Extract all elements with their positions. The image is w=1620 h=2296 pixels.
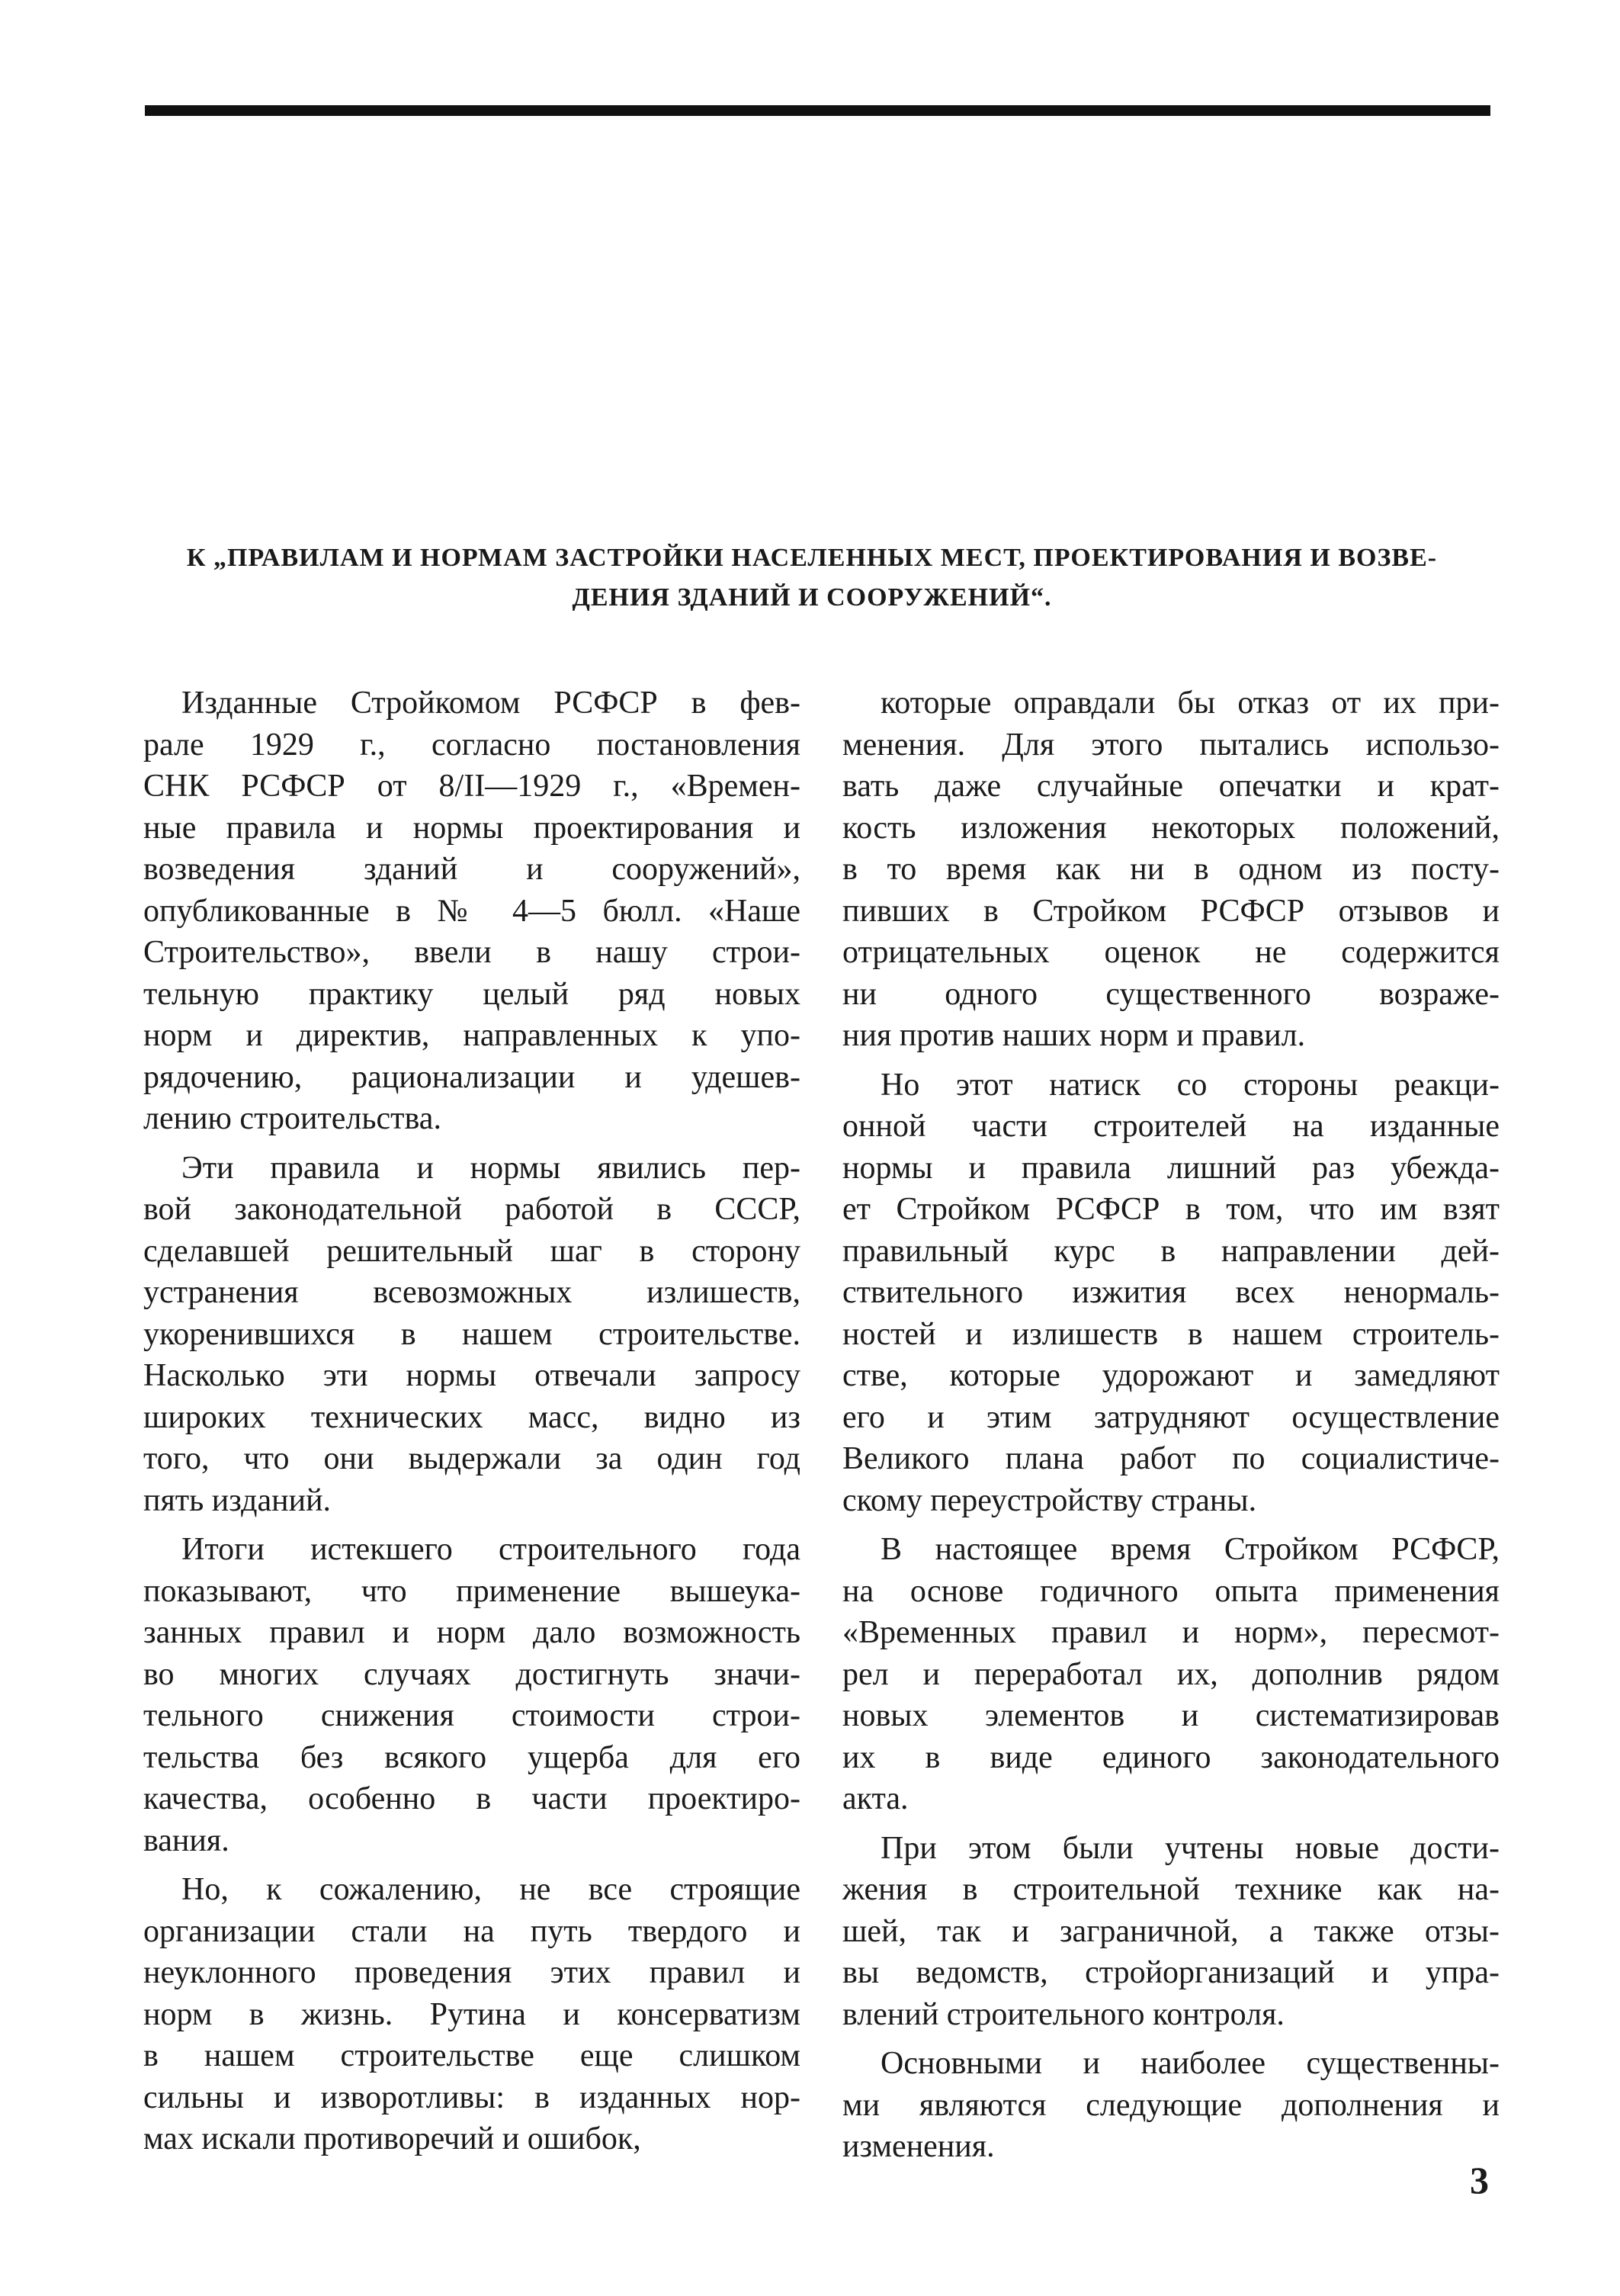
- text-line: его и этим затрудняют осуществление: [842, 1399, 1500, 1435]
- text-line: Итоги истекшего строительного года: [181, 1532, 800, 1567]
- text-line: кость изложения некоторых положений,: [842, 810, 1500, 846]
- text-line: акта.: [842, 1781, 909, 1816]
- text-line: ния против наших норм и правил.: [842, 1018, 1306, 1053]
- paragraph: [143, 1529, 800, 1861]
- paragraph: [143, 1869, 800, 2160]
- text-line: отрицательных оценок не содержится: [842, 935, 1500, 970]
- paragraph: [143, 682, 800, 1140]
- heading-line-1: К „ПРАВИЛАМ И НОРМАМ ЗАСТРОЙКИ НАСЕЛЕННЫХ МЕСТ, ПРОЕКТИРОВАНИЯ И ВОЗВЕ-: [186, 544, 1438, 572]
- text-line: пять изданий.: [143, 1482, 332, 1518]
- text-line: онной части строителей на изданные: [842, 1109, 1500, 1144]
- text-line: рале 1929 г., согласно постановления: [143, 727, 800, 763]
- text-line: вой законодательной работой в СССР,: [143, 1192, 800, 1227]
- text-line: в нашем строительстве еще слишком: [143, 2038, 800, 2073]
- text-line: ни одного существенного возраже-: [842, 976, 1500, 1012]
- text-line: Изданные Стройкомом РСФСР в фев-: [181, 686, 800, 721]
- text-line: Строительство», ввели в нашу строи-: [143, 935, 800, 970]
- section-heading: [122, 538, 1502, 618]
- text-line: вы ведомств, стройорганизаций и упра-: [842, 1955, 1500, 1990]
- paragraph: [842, 1529, 1500, 1820]
- paragraph: [842, 1828, 1500, 2036]
- text-line: вать даже случайные опечатки и крат-: [842, 769, 1500, 804]
- text-line: новых элементов и систематизировав: [842, 1698, 1500, 1733]
- text-line: Эти правила и нормы явились пер-: [181, 1150, 800, 1186]
- text-line: сделавшей решительный шаг в сторону: [143, 1233, 800, 1269]
- text-line: норм и директив, направленных к упо-: [143, 1018, 800, 1053]
- text-line: влений строительного контроля.: [842, 1996, 1285, 2032]
- text-line: В настоящее время Стройком РСФСР,: [881, 1532, 1500, 1567]
- text-line: в то время как ни в одном из посту-: [842, 852, 1500, 887]
- text-line: норм в жизнь. Рутина и консерватизм: [143, 1996, 800, 2032]
- text-line: ствительного изжития всех ненормаль-: [842, 1275, 1500, 1310]
- paragraph: [143, 1148, 800, 1522]
- heading-line-2: ДЕНИЯ ЗДАНИЙ И СООРУЖЕНИЙ“.: [572, 583, 1052, 612]
- paragraph: [842, 2043, 1500, 2168]
- text-line: СНК РСФСР от 8/II—1929 г., «Времен-: [143, 769, 800, 804]
- text-line: занных правил и норм дало возможность: [143, 1615, 800, 1650]
- text-line: скому переустройству страны.: [842, 1482, 1257, 1518]
- text-line: изменения.: [842, 2129, 995, 2164]
- text-line: ми являются следующие дополнения и: [842, 2087, 1500, 2123]
- text-line: на основе годичного опыта применения: [842, 1573, 1500, 1609]
- text-line: жения в строительной технике как на-: [842, 1872, 1500, 1907]
- text-line: рел и переработал их, дополнив рядом: [842, 1656, 1500, 1692]
- page-number: 3: [1470, 2159, 1489, 2201]
- left-column: [143, 682, 800, 2160]
- text-line: Великого плана работ по социалистиче-: [842, 1441, 1500, 1476]
- top-rule: [145, 105, 1490, 116]
- text-line: ет Стройком РСФСР в том, что им взят: [842, 1192, 1500, 1227]
- text-line: ностей и излишеств в нашем строитель-: [842, 1316, 1500, 1352]
- text-line: устранения всевозможных излишеств,: [143, 1275, 800, 1310]
- text-line: шей, так и заграничной, а также отзы-: [842, 1913, 1500, 1949]
- text-line: При этом были учтены новые дости-: [881, 1830, 1500, 1866]
- text-line: сильны и изворотливы: в изданных нор-: [143, 2079, 800, 2115]
- text-line: широких технических масс, видно из: [143, 1399, 800, 1435]
- text-line: мах искали противоречий и ошибок,: [143, 2121, 641, 2156]
- right-column: [842, 682, 1500, 2168]
- text-line: показывают, что применение вышеука-: [143, 1573, 800, 1609]
- text-line: их в виде единого законодательного: [842, 1739, 1500, 1775]
- text-line: стве, которые удорожают и замедляют: [842, 1358, 1500, 1393]
- text-line: качества, особенно в части проектиро-: [143, 1781, 800, 1816]
- text-line: Насколько эти нормы отвечали запросу: [143, 1358, 800, 1393]
- text-line: вания.: [143, 1822, 229, 1858]
- text-line: правильный курс в направлении дей-: [842, 1233, 1500, 1269]
- text-line: пивших в Стройком РСФСР отзывов и: [842, 893, 1500, 929]
- paragraph: [842, 682, 1500, 1057]
- text-line: укоренившихся в нашем строительстве.: [143, 1316, 800, 1352]
- text-line: рядочению, рационализации и удешев-: [143, 1059, 800, 1095]
- text-line: неуклонного проведения этих правил и: [143, 1955, 800, 1990]
- text-line: Но, к сожалению, не все строящие: [181, 1872, 800, 1907]
- paragraph: [842, 1065, 1500, 1522]
- text-line: опубликованные в № 4—5 бюлл. «Наше: [143, 893, 800, 929]
- text-line: тельного снижения стоимости строи-: [143, 1698, 800, 1733]
- text-line: Но этот натиск со стороны реакци-: [881, 1067, 1500, 1103]
- text-line: «Временных правил и норм», пересмот-: [842, 1615, 1500, 1650]
- text-line: тельства без всякого ущерба для его: [143, 1739, 800, 1775]
- text-line: того, что они выдержали за один год: [143, 1441, 800, 1476]
- text-line: нормы и правила лишний раз убежда-: [842, 1150, 1500, 1186]
- text-line: лению строительства.: [143, 1101, 441, 1136]
- text-line: тельную практику целый ряд новых: [143, 976, 800, 1012]
- text-line: Основными и наиболее существенны-: [881, 2046, 1500, 2081]
- text-line: менения. Для этого пытались использо-: [842, 727, 1500, 763]
- text-line: ные правила и нормы проектирования и: [143, 810, 800, 846]
- text-line: во многих случаях достигнуть значи-: [143, 1656, 800, 1692]
- text-line: организации стали на путь твердого и: [143, 1913, 800, 1949]
- text-line: которые оправдали бы отказ от их при-: [881, 686, 1500, 721]
- text-line: возведения зданий и сооружений»,: [143, 852, 800, 887]
